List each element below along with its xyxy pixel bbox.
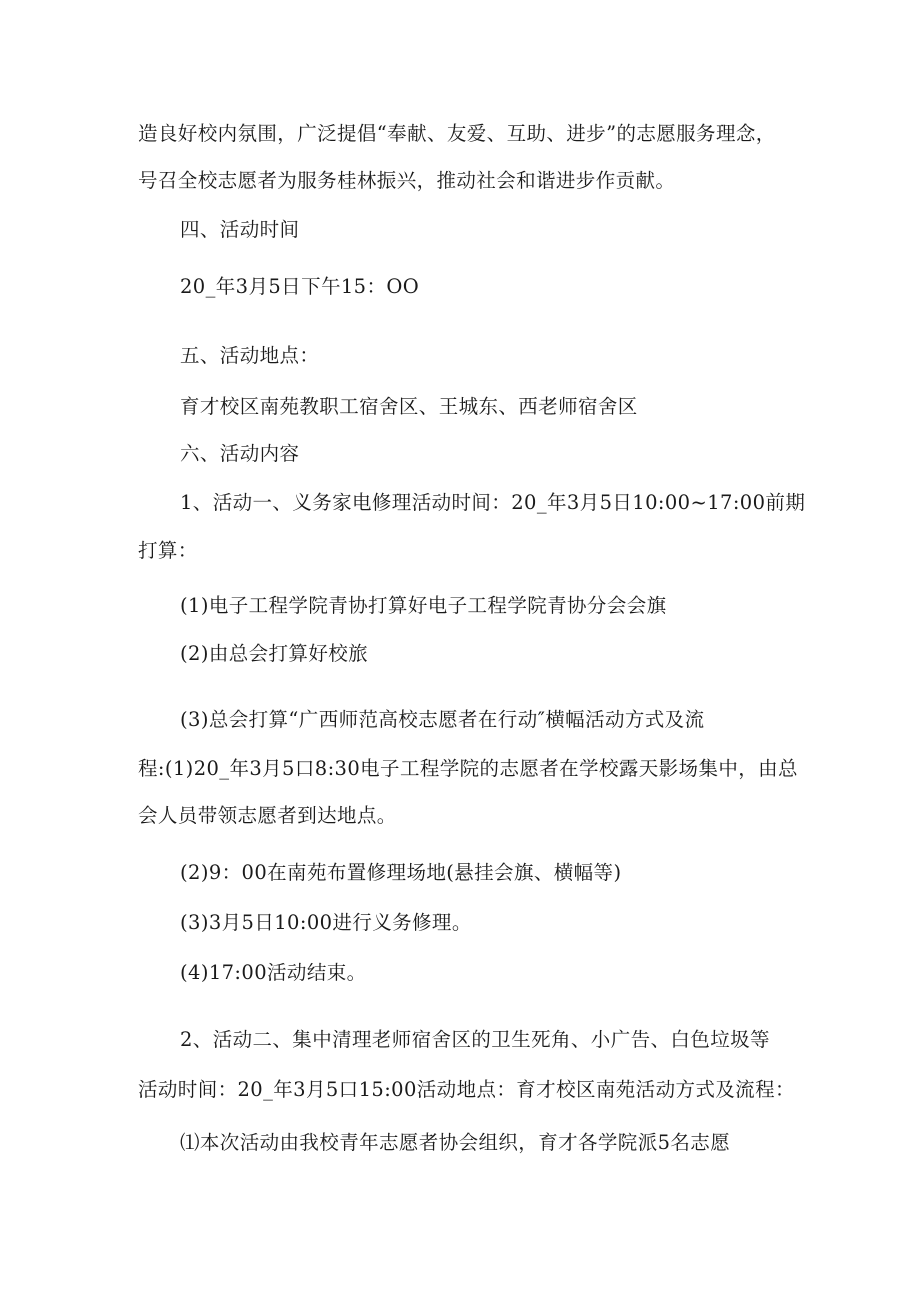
activity-one-title-continued: 打算： (138, 539, 198, 562)
activity-one-flow-step-2: (2)9：00在南苑布置修理场地(悬挂会旗、横幅等) (180, 861, 622, 884)
activity-location-value: 育才校区南苑教职工宿舍区、王城东、西老师宿舍区 (180, 395, 638, 418)
activity-two-details: 活动时间：20_年3月5口15:00活动地点：育才校区南苑活动方式及流程： (138, 1078, 795, 1101)
activity-one-item-3: (3)总会打算“广西师范高校志愿者在行动″横幅活动方式及流 (180, 708, 705, 731)
paragraph-line-2: 号召全校志愿者为服务桂林振兴，推动社会和谐进步作贡献。 (138, 169, 676, 192)
section-heading-time: 四、活动时间 (180, 218, 300, 241)
activity-two-title: 2、活动二、集中清理老师宿舍区的卫生死角、小广告、白色垃圾等 (180, 1028, 770, 1051)
activity-one-title: 1、活动一、义务家电修理活动时间：20_年3月5日10:00~17:00前期 (180, 491, 806, 514)
activity-one-flow-line-2: 会人员带领志愿者到达地点。 (138, 804, 397, 827)
activity-one-item-2: (2)由总会打算好校旅 (180, 642, 369, 665)
activity-one-item-1: (1)电子工程学院青协打算好电子工程学院青协分会会旗 (180, 594, 667, 617)
activity-one-flow-line-1: 程:(1)20_年3月5口8:30电子工程学院的志愿者在学校露天影场集中，由总 (138, 757, 798, 780)
section-heading-location: 五、活动地点： (180, 344, 320, 367)
activity-one-flow-step-4: (4)17:00活动结束。 (180, 961, 367, 984)
activity-one-flow-step-3: (3)3月5日10:00进行义务修理。 (180, 911, 472, 934)
paragraph-line-1: 造良好校内氛围，广泛提倡“奉献、友爱、互助、进步”的志愿服务理念， (138, 122, 776, 145)
section-heading-content: 六、活动内容 (180, 442, 300, 465)
activity-time-value: 20_年3月5日下午15：OO (180, 275, 420, 298)
activity-two-flow-step-1: ⑴本次活动由我校青年志愿者协会组织，育才各学院派5名志愿 (180, 1131, 731, 1154)
